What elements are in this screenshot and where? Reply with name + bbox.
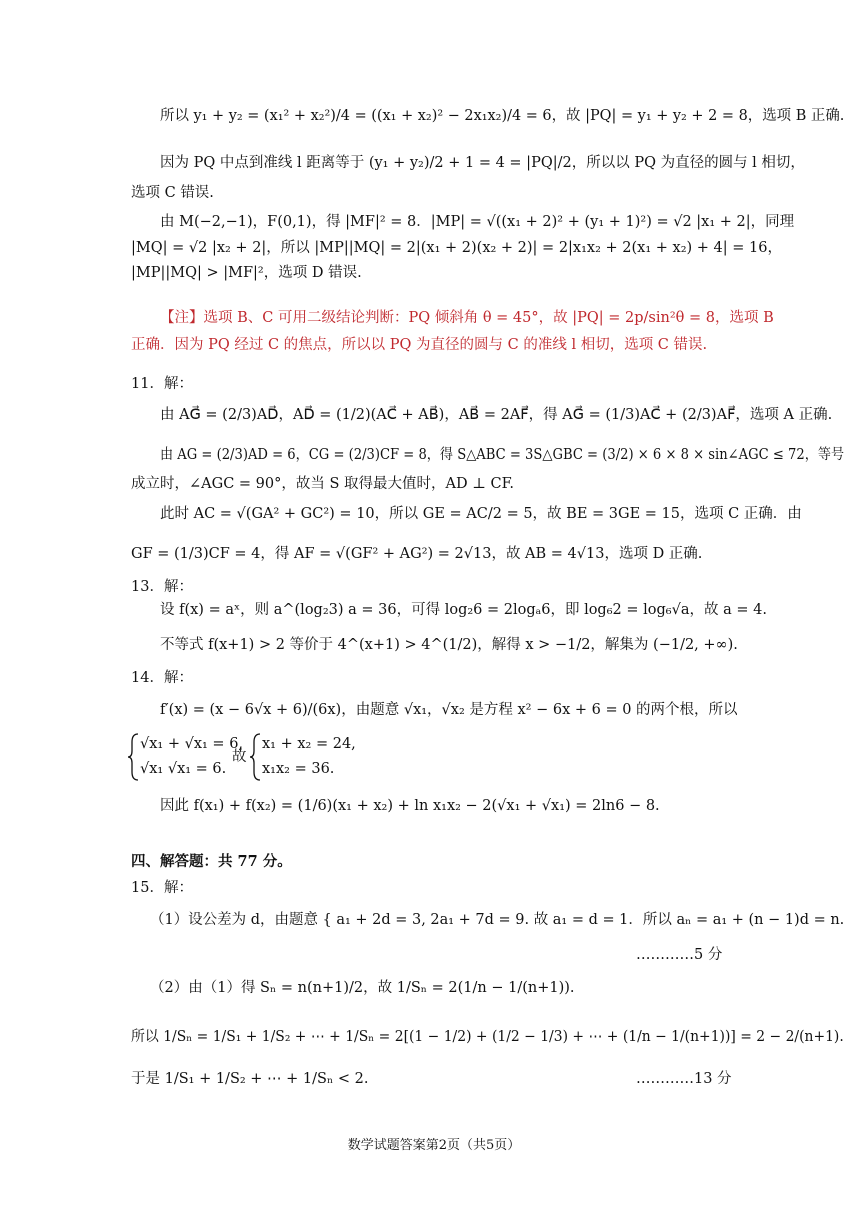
page-footer: 数学试题答案第2页（共5页） [347, 1138, 521, 1153]
left-brace-icon [248, 732, 262, 782]
p15-part2: （2）由（1）得 Sₙ = n(n+1)/2，故 1/Sₙ = 2(1/n − 1/(n+1)). [150, 980, 575, 996]
p11-line-2: 由 AG = (2/3)AD = 6，CG = (2/3)CF = 8，得 S△ABC = 3S△GBC = (3/2) × 6 × 8 × sin∠AGC ≤ 72，等号 [160, 447, 845, 463]
left-brace-icon [126, 732, 140, 782]
score-13: …………13 分 [636, 1071, 732, 1087]
p10-line-5: |MQ| = √2 |x₂ + 2|，所以 |MP||MQ| = 2|(x₁ + 2)(x₂ + 2)| = 2|x₁x₂ + 2(x₁ + x₂) + 4| = 16， [131, 240, 782, 256]
p15-part1: （1）设公差为 d，由题意 { a₁ + 2d = 3, 2a₁ + 7d = 9. 故 a₁ = d = 1．所以 aₙ = a₁ + (n − 1)d = n. [150, 912, 845, 928]
p13-line-2: 不等式 f(x+1) > 2 等价于 4^(x+1) > 4^(1/2)，解得 x > −1/2，解集为 (−1/2, +∞). [160, 637, 738, 653]
p14-line-2: 因此 f(x₁) + f(x₂) = (1/6)(x₁ + x₂) + ln x₁x₂ − 2(√x₁ + √x₁) = 2ln6 − 8. [160, 798, 660, 814]
note-line-1: 【注】选项 B、C 可用二级结论判断：PQ 倾斜角 θ = 45°，故 |PQ| = 2p/sin²θ = 8，选项 B [160, 310, 774, 326]
p11-line-1: 由 AG⃗ = (2/3)AD⃗，AD⃗ = (1/2)(AC⃗ + AB⃗)，AB⃗ = 2AF⃗，得 AG⃗ = (1/3)AC⃗ + (2/3)AF⃗，选项 A 正确. [160, 407, 833, 423]
p14-system2-eq1: x₁ + x₂ = 24, [262, 736, 356, 752]
p11-line-3: 成立时，∠AGC = 90°，故当 S 取得最大值时，AD ⊥ CF. [131, 476, 514, 492]
p15-conclusion: 于是 1/S₁ + 1/S₂ + ⋯ + 1/Sₙ < 2. [131, 1071, 369, 1087]
note-line-2: 正确．因为 PQ 经过 C 的焦点，所以以 PQ 为直径的圆与 C 的准线 l 相切，选项 C 错误. [131, 337, 708, 353]
p15-sum-line: 所以 1/Sₙ = 1/S₁ + 1/S₂ + ⋯ + 1/Sₙ = 2[(1 − 1/2) + (1/2 − 1/3) + ⋯ + (1/n − 1/(n+1))] = 2 − 2/(n+1). [131, 1029, 844, 1045]
p14-system2-eq2: x₁x₂ = 36. [262, 761, 335, 777]
p13-line-1: 设 f(x) = aˣ，则 a^(log₂3) a = 36，可得 log₂6 = 2logₐ6，即 log₆2 = log₆√a，故 a = 4. [160, 602, 767, 618]
p10-line-1: 所以 y₁ + y₂ = (x₁² + x₂²)/4 = ((x₁ + x₂)² − 2x₁x₂)/4 = 6，故 |PQ| = y₁ + y₂ + 2 = 8，选项 B 正确. [160, 108, 845, 124]
p10-line-6: |MP||MQ| > |MF|²，选项 D 错误. [131, 265, 362, 281]
p10-line-3: 选项 C 错误. [131, 185, 214, 201]
p14-system1-eq1: √x₁ + √x₁ = 6, [140, 736, 244, 752]
p14-heading: 14．解： [131, 670, 193, 686]
p11-line-5: GF = (1/3)CF = 4，得 AF = √(GF² + AG²) = 2√13，故 AB = 4√13，选项 D 正确. [131, 546, 703, 562]
p14-line-1: f′(x) = (x − 6√x + 6)/(6x)，由题意 √x₁，√x₂ 是方程 x² − 6x + 6 = 0 的两个根，所以 [160, 702, 738, 718]
p10-line-2: 因为 PQ 中点到准线 l 距离等于 (y₁ + y₂)/2 + 1 = 4 = |PQ|/2，所以以 PQ 为直径的圆与 l 相切， [160, 155, 805, 171]
section-4-heading: 四、解答题：共 77 分。 [131, 853, 292, 870]
p11-heading: 11．解： [131, 376, 193, 392]
p14-system1-eq2: √x₁ √x₁ = 6. [140, 761, 227, 777]
p11-line-4: 此时 AC = √(GA² + GC²) = 10，所以 GE = AC/2 = 5，故 BE = 3GE = 15，选项 C 正确．由 [160, 506, 802, 522]
p14-therefore: 故 [232, 749, 247, 765]
p10-line-4: 由 M(−2,−1)，F(0,1)，得 |MF|² = 8．|MP| = √((x₁ + 2)² + (y₁ + 1)²) = √2 |x₁ + 2|，同理 [160, 214, 795, 230]
p13-heading: 13．解： [131, 579, 193, 595]
score-5: …………5 分 [636, 947, 723, 963]
p15-heading: 15．解： [131, 880, 193, 896]
